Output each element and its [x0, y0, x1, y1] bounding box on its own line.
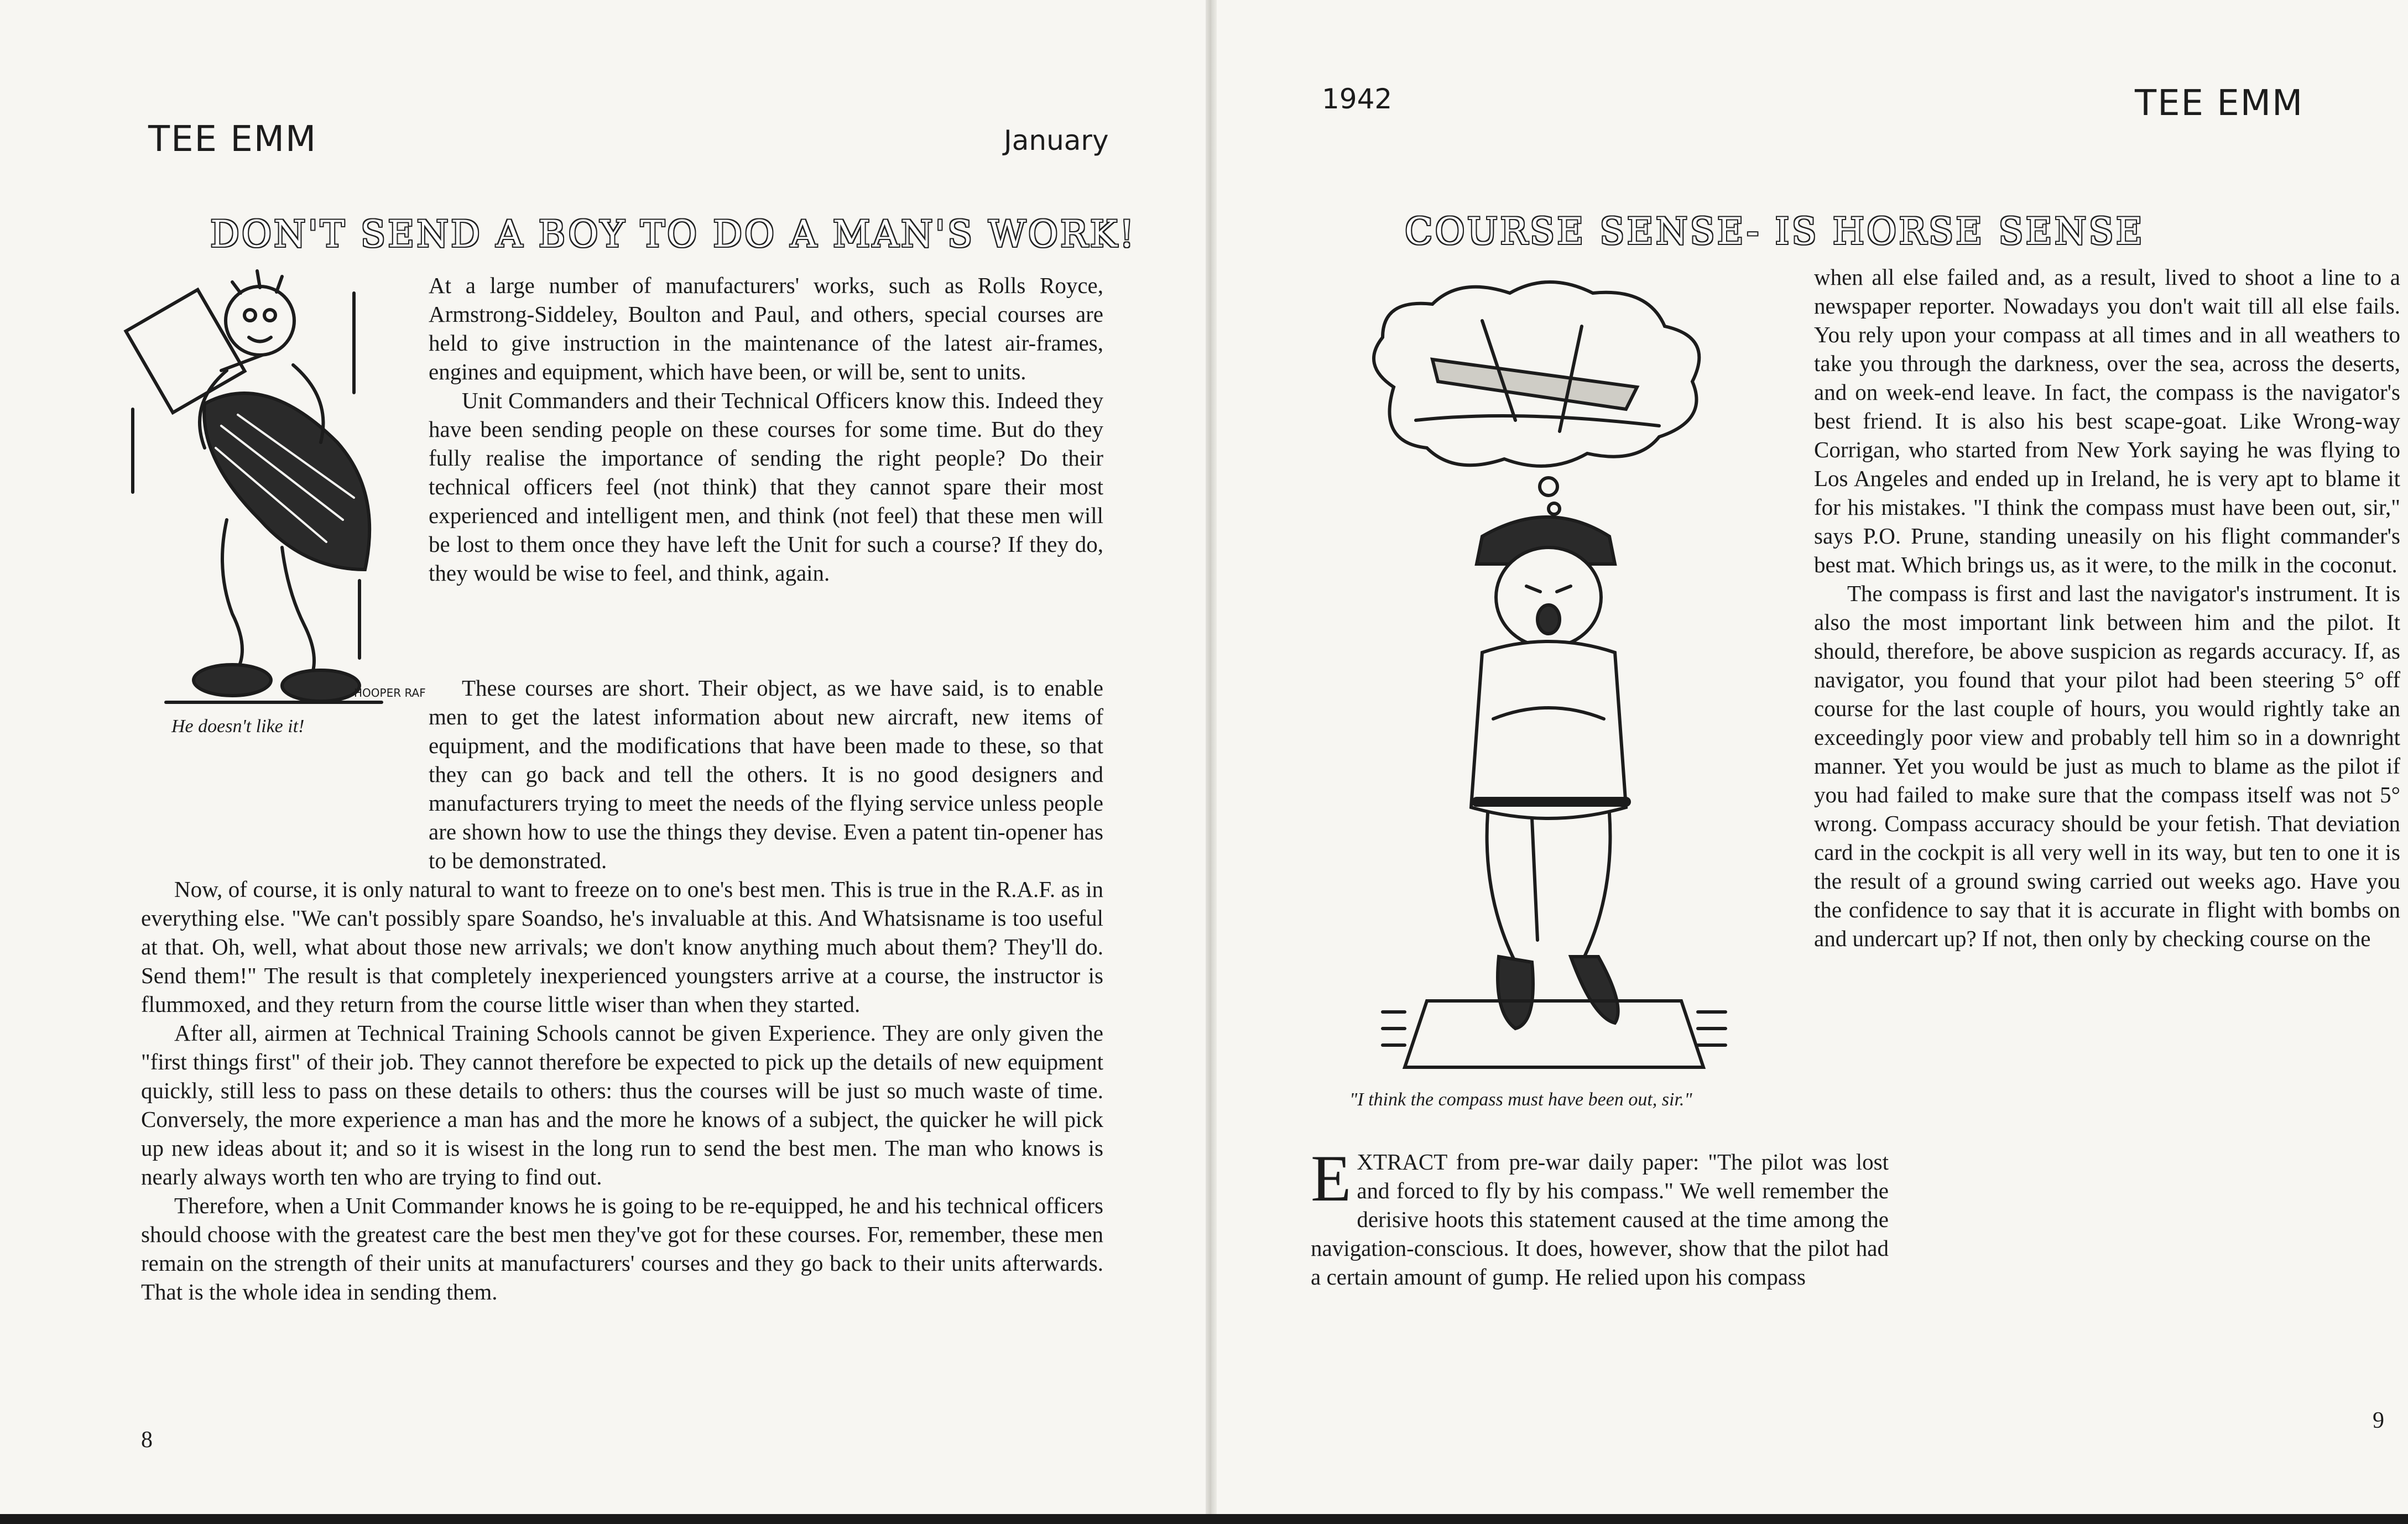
page-number: 9 — [2373, 1408, 2384, 1433]
paragraph-2: Unit Commanders and their Technical Officers know this. Indeed they have been sending people on these courses for some time. But do they fully realise the importance of sending the right people? Do their technical officers feel (not think) that they cannot spare their most experienced and intelligent men, and think (not feel) that these men will be lost to them once they have left the Unit for such a course? If they do, they would be wise to feel, and think, again. — [429, 388, 1103, 586]
paragraph-5: After all, airmen at Technical Training Schools cannot be given Experience. They are only given the "first things first" of their job. They cannot therefore be expected to pick up the details of new equipment quickly, still less to pass on these details to others: thus the courses will be just so much waste of time. Conversely, the more experience a man has and the more he knows of a subject, the quicker he will pick up new ideas about it; and so it is wisest in the long run to send the best men. The man who knows is nearly always worth ten who are trying to find out. — [141, 1020, 1103, 1189]
article-title: DON'T SEND A BOY TO DO A MAN'S WORK! — [210, 213, 1137, 255]
paragraph-1: At a large number of manufacturers' works, such as Rolls Royce, Armstrong-Siddeley, Boulton and Paul, and others, special courses are held to give instruction in the maintenance of the latest air-frames, engines and equipment, which have been, or will be, sent to units. — [429, 273, 1103, 384]
running-month: January — [1004, 124, 1109, 156]
col2-paragraph-1: when all else failed and, as a result, lived to shoot a line to a newspaper reporter. Nowadays you don't wait till all else fails. You rely upon your compass at all times and in all weathers to take you through the darkness, over the sea, across the deserts, and on week-end leave. In fact, the compass is the navigator's best friend. It is also his best scape-goat. Like Wrong-way Corrigan, who started from New York saying he was flying to Los Angeles and ended up in Ireland, he is very apt to blame it for his mistakes. "I think the compass must have been out, sir," says P.O. Prune, standing uneasily on his flight commander's best mat. Which brings us, as it were, to the milk in the coconut. — [1814, 264, 2400, 577]
col2-paragraph-2: The compass is first and last the navigator's instrument. It is also the most important link between him and the pilot. It should, therefore, be above suspicion as regards accuracy. If, as navigator, you found that your pilot had been steering 5° off course for the last couple of hours, you would rightly take an exceedingly poor view and probably tell him so in a downright manner. Yet you would be just as much to blame as the pilot if you had failed to make sure that the compass itself was not 5° wrong. Compass accuracy should be your fetish. That deviation card in the cockpit is all very well in its way, but ten to one it is the result of a ground swing carried out weeks ago. Have you the confidence to say that it is accurate in flight with bombs on and undercart up? If not, then only by checking course on the — [1814, 581, 2400, 951]
running-title: TEE EMM — [2135, 83, 2304, 124]
cartoon-pilot-dreaming-of-crash-icon — [1349, 276, 1748, 1084]
illustration-caption: He doesn't like it! — [171, 716, 305, 737]
illustration-caption: "I think the compass must have been out, sir." — [1349, 1089, 1692, 1110]
article-body-bottom — [141, 674, 1103, 1306]
page-bottom-edge — [0, 1514, 2408, 1524]
paragraph-6: Therefore, when a Unit Commander knows he is going to be re-equipped, he and his technical officers should choose with the greatest care the best men they've got for these courses. For, remember, these men remain on the strength of their units at manufacturers' courses and they go back to their units afterwards. That is the whole idea in sending them. — [141, 1193, 1103, 1304]
paragraph-4: Now, of course, it is only natural to want to freeze on to one's best men. This is true in the R.A.F. as in everything else. "We can't possibly spare Soandso, he's invaluable at this. And Whatsisname is too useful at that. Oh, well, what about those new arrivals; we don't know anything much about them? They'll do. Send them!" The result is that completely inexperienced youngsters arrive at a course, the instructor is flummoxed, and they return from the course little wiser than when they started. — [141, 876, 1103, 1017]
running-title: TEE EMM — [148, 119, 317, 160]
book-gutter — [1206, 0, 1217, 1524]
drop-cap: E — [1311, 1141, 1352, 1215]
cartoon-airman-carrying-bomb-icon — [122, 260, 426, 713]
paragraph-3: These courses are short. Their object, as we have said, is to enable men to get the latest information about new aircraft, new items of equipment, and the modifications that have been made to these, so that they can go back and tell the others. It is no good designers and manufacturers trying to meet the needs of the flying service unless people are shown how to use the things they devise. Even a patent tin-opener has to be demonstrated. — [429, 675, 1103, 873]
article-body-col1 — [1311, 1141, 1889, 1291]
page-number: 8 — [141, 1427, 153, 1453]
right-page — [1217, 0, 2408, 1524]
artist-signature: HOOPER RAF — [354, 686, 426, 700]
article-body-top — [429, 271, 1103, 587]
article-body-col2 — [1814, 263, 2400, 953]
running-year: 1942 — [1322, 83, 1393, 115]
col1-paragraph: XTRACT from pre-war daily paper: "The pilot was lost and forced to fly by his compass." We well remember the derisive hoots this statement caused at the time among the navigation-conscious. It does, however, show that the pilot had a certain amount of gump. He relied upon his compass — [1311, 1149, 1889, 1290]
article-title: COURSE SENSE- IS HORSE SENSE — [1405, 210, 2145, 253]
